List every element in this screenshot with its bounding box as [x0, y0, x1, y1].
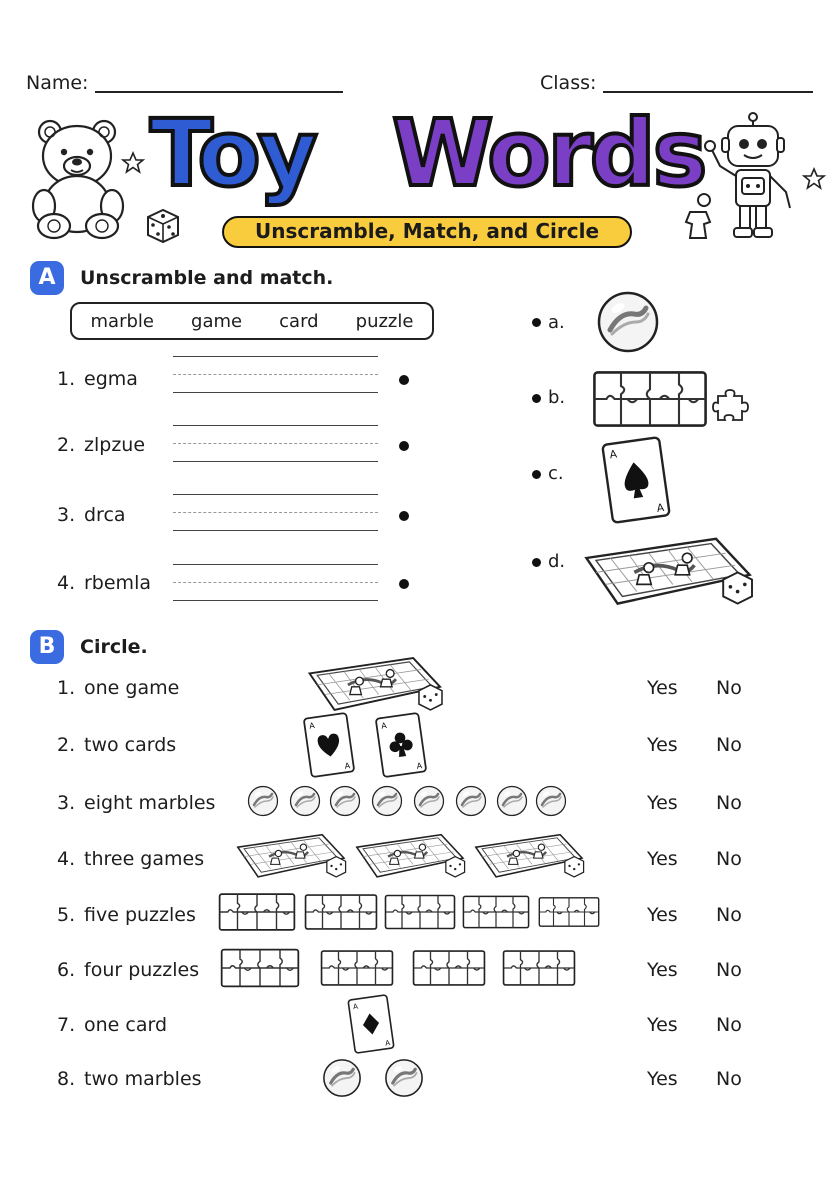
- question-number: 2.: [57, 434, 76, 456]
- question-text: five puzzles: [84, 904, 196, 926]
- answer-line[interactable]: [173, 461, 378, 462]
- question-text: two marbles: [84, 1068, 202, 1090]
- match-dot[interactable]: [532, 394, 541, 403]
- game-pawn-icon: [680, 198, 716, 242]
- puzzle-icon: [502, 947, 576, 989]
- scrambled-word: zlpzue: [84, 434, 146, 456]
- puzzle-icon: [220, 947, 300, 989]
- answer-line[interactable]: [173, 600, 378, 601]
- no-option[interactable]: No: [716, 792, 742, 814]
- yes-option[interactable]: Yes: [647, 1014, 678, 1036]
- match-dot[interactable]: [532, 318, 541, 327]
- teddy-bear-icon: [28, 118, 136, 238]
- marble-icon: [371, 785, 403, 817]
- card-icon: [344, 994, 398, 1054]
- name-label: Name:: [26, 72, 89, 94]
- puzzle-icon: [462, 892, 530, 932]
- puzzle-piece-icon: [712, 388, 750, 424]
- puzzle-icon: [218, 892, 296, 932]
- option-label: d.: [548, 551, 566, 572]
- svg-text:A: A: [343, 761, 351, 771]
- no-option[interactable]: No: [716, 959, 742, 981]
- yes-option[interactable]: Yes: [647, 904, 678, 926]
- svg-text:A: A: [308, 721, 316, 731]
- question-number: 7.: [57, 1014, 76, 1036]
- option-label: a.: [548, 312, 565, 333]
- section-a-badge: A: [30, 261, 64, 295]
- svg-text:A: A: [655, 500, 665, 515]
- subtitle-banner: Unscramble, Match, and Circle: [222, 216, 632, 248]
- answer-line-top: [173, 564, 378, 565]
- answer-line-mid: [173, 582, 378, 583]
- marble-icon: [289, 785, 321, 817]
- word-bank-item: card: [279, 310, 319, 332]
- section-b-title: Circle.: [80, 636, 148, 658]
- class-field[interactable]: [603, 91, 813, 93]
- marble-icon: [596, 290, 660, 354]
- puzzle-icon: [592, 370, 708, 428]
- marble-icon: [322, 1058, 362, 1098]
- answer-line-mid: [173, 374, 378, 375]
- answer-line[interactable]: [173, 530, 378, 531]
- option-label: b.: [548, 387, 566, 408]
- class-label: Class:: [540, 72, 597, 94]
- question-text: two cards: [84, 734, 177, 756]
- question-number: 3.: [57, 792, 76, 814]
- answer-line[interactable]: [173, 392, 378, 393]
- no-option[interactable]: No: [716, 677, 742, 699]
- puzzle-icon: [412, 947, 486, 989]
- marble-icon: [329, 785, 361, 817]
- puzzle-icon: [320, 947, 394, 989]
- question-number: 1.: [57, 677, 76, 699]
- yes-option[interactable]: Yes: [647, 959, 678, 981]
- question-number: 4.: [57, 572, 76, 594]
- question-text: one card: [84, 1014, 168, 1036]
- section-b-badge: B: [30, 630, 64, 664]
- match-dot[interactable]: [399, 375, 409, 385]
- word-bank-item: game: [191, 310, 243, 332]
- marble-icon: [535, 785, 567, 817]
- option-label: c.: [548, 463, 564, 484]
- board-game-icon: [466, 830, 584, 880]
- yes-option[interactable]: Yes: [647, 848, 678, 870]
- match-dot[interactable]: [532, 470, 541, 479]
- svg-text:A: A: [608, 447, 618, 462]
- question-number: 8.: [57, 1068, 76, 1090]
- marble-icon: [384, 1058, 424, 1098]
- name-field[interactable]: [95, 91, 343, 93]
- yes-option[interactable]: Yes: [647, 734, 678, 756]
- word-bank-item: marble: [90, 310, 154, 332]
- svg-text:A: A: [384, 1038, 391, 1048]
- no-option[interactable]: No: [716, 848, 742, 870]
- question-text: eight marbles: [84, 792, 216, 814]
- card-icon: [370, 712, 432, 778]
- yes-option[interactable]: Yes: [647, 792, 678, 814]
- match-dot[interactable]: [532, 558, 541, 567]
- marble-icon: [496, 785, 528, 817]
- title-toy: Toy: [150, 100, 315, 207]
- marble-icon: [247, 785, 279, 817]
- dice-icon: [145, 207, 181, 245]
- scrambled-word: rbemla: [84, 572, 151, 594]
- question-text: three games: [84, 848, 205, 870]
- yes-option[interactable]: Yes: [647, 677, 678, 699]
- yes-option[interactable]: Yes: [647, 1068, 678, 1090]
- card-icon: [298, 712, 360, 778]
- question-number: 3.: [57, 504, 76, 526]
- board-game-icon: [298, 652, 442, 714]
- match-dot[interactable]: [399, 579, 409, 589]
- svg-text:A: A: [352, 1001, 359, 1012]
- puzzle-icon: [538, 892, 600, 932]
- question-text: one game: [84, 677, 180, 699]
- svg-text:A: A: [380, 721, 388, 731]
- star-icon: [122, 152, 144, 174]
- svg-text:A: A: [415, 761, 423, 771]
- puzzle-icon: [384, 892, 456, 932]
- card-icon: [600, 436, 672, 524]
- answer-line-top: [173, 356, 378, 357]
- word-bank-item: puzzle: [355, 310, 414, 332]
- word-bank: [70, 302, 434, 340]
- no-option[interactable]: No: [716, 1068, 742, 1090]
- title-words: Words: [392, 100, 705, 207]
- answer-line-top: [173, 425, 378, 426]
- section-a-title: Unscramble and match.: [80, 267, 334, 289]
- star-icon: [803, 168, 825, 190]
- question-number: 6.: [57, 959, 76, 981]
- match-dot[interactable]: [399, 511, 409, 521]
- marble-icon: [455, 785, 487, 817]
- marble-icon: [413, 785, 445, 817]
- question-number: 5.: [57, 904, 76, 926]
- answer-line-mid: [173, 443, 378, 444]
- no-option[interactable]: No: [716, 904, 742, 926]
- no-option[interactable]: No: [716, 1014, 742, 1036]
- question-number: 1.: [57, 368, 76, 390]
- scrambled-word: egma: [84, 368, 138, 390]
- answer-line-top: [173, 494, 378, 495]
- question-number: 4.: [57, 848, 76, 870]
- board-game-icon: [572, 530, 752, 610]
- question-number: 2.: [57, 734, 76, 756]
- no-option[interactable]: No: [716, 734, 742, 756]
- puzzle-icon: [304, 892, 378, 932]
- match-dot[interactable]: [399, 441, 409, 451]
- question-text: four puzzles: [84, 959, 200, 981]
- board-game-icon: [347, 830, 465, 880]
- scrambled-word: drca: [84, 504, 126, 526]
- board-game-icon: [228, 830, 346, 880]
- answer-line-mid: [173, 512, 378, 513]
